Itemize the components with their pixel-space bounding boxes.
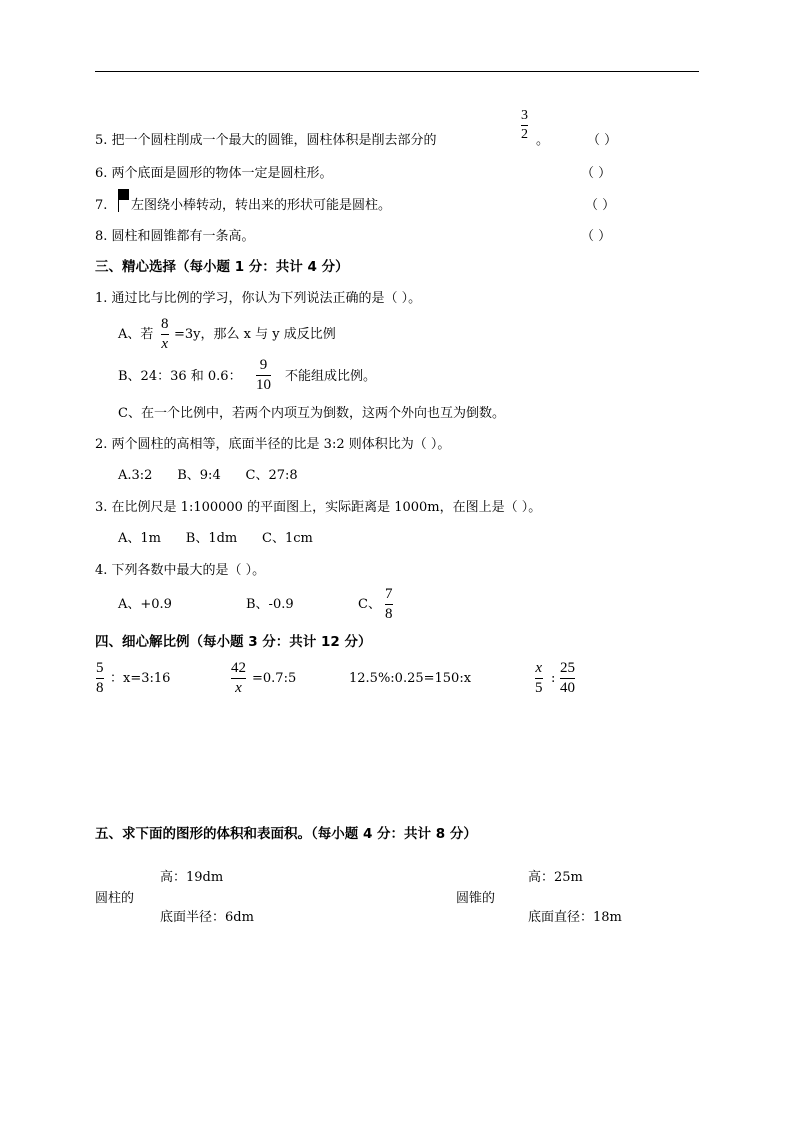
frac-den: x	[161, 336, 169, 352]
fraction-bar	[535, 678, 543, 679]
s4-p2-post: =0.7:5	[252, 671, 297, 686]
frac-den: x	[235, 680, 242, 696]
q6-text: 6. 两个底面是圆形的物体一定是圆柱形。	[95, 166, 333, 181]
s3-q2-options: A.3:2 B、9:4 C、27:8	[118, 468, 298, 483]
s4-p1-post: ：x=3:16	[110, 671, 171, 686]
s3-q3-options: A、1m B、1dm C、1cm	[118, 531, 313, 546]
cylinder-height: 高：19dm	[160, 870, 224, 885]
frac-num: 7	[385, 586, 393, 602]
frac-den: 5	[535, 680, 543, 696]
frac-num: 25	[560, 660, 575, 676]
q5-text: 5. 把一个圆柱削成一个最大的圆锥，圆柱体积是削去部分的	[95, 133, 437, 148]
fraction-bar	[560, 678, 575, 679]
frac-num: 8	[161, 316, 169, 332]
section3-title: 三、精心选择（每小题 1 分：共计 4 分）	[95, 259, 349, 275]
q5-period: 。	[536, 133, 550, 148]
frac-den: 40	[560, 680, 575, 696]
fraction-bar	[385, 604, 393, 605]
q8-text: 8. 圆柱和圆锥都有一条高。	[95, 229, 255, 244]
s3-q4-stem: 4. 下列各数中最大的是（ ）。	[95, 563, 266, 578]
cylinder-label: 圆柱的	[95, 891, 135, 906]
s3-q3-stem: 3. 在比例尺是 1:100000 的平面图上，实际距离是 1000m，在图上是（ ）。	[95, 500, 542, 515]
fraction-bar	[521, 125, 528, 126]
cone-label: 圆锥的	[456, 891, 496, 906]
section4-title: 四、细心解比例（每小题 3 分：共计 12 分）	[95, 634, 372, 650]
q7-answer-paren[interactable]: （ ）	[585, 198, 616, 213]
s3-q4-option-b: B、-0.9	[246, 597, 294, 612]
s3-q4-option-a: A、+0.9	[118, 597, 172, 612]
s4-p1-fraction	[96, 660, 104, 697]
s3-q1-c: C、在一个比例中，若两个内项互为倒数，这两个外向也互为倒数。	[118, 406, 505, 421]
fraction-bar	[161, 334, 169, 335]
section5-title: 五、求下面的图形的体积和表面积。（每小题 4 分：共计 8 分）	[95, 826, 477, 842]
s4-p3: 12.5%:0.25=150:x	[349, 671, 472, 686]
flag-figure-icon	[118, 189, 129, 200]
q5-answer-paren[interactable]: （ ）	[587, 133, 618, 148]
frac-den: 8	[96, 680, 104, 696]
frac-num: 42	[231, 660, 246, 676]
s4-p4-fraction-2	[560, 660, 575, 697]
cone-diameter: 底面直径：18m	[528, 910, 622, 925]
s4-p4-colon: :	[551, 671, 556, 686]
s3-q1-a-pre: A、若	[118, 327, 154, 342]
fraction-bar	[231, 678, 246, 679]
fraction-bar	[96, 678, 104, 679]
fraction-bar	[256, 375, 271, 376]
q6-answer-paren[interactable]: （ ）	[581, 166, 612, 181]
s3-q1-stem: 1. 通过比与比例的学习，你认为下列说法正确的是（ ）。	[95, 291, 422, 306]
s3-q1-b-post: 不能组成比例。	[285, 369, 377, 384]
stick-icon	[118, 200, 119, 212]
s3-q1-a-fraction	[161, 316, 169, 353]
frac-den: 10	[256, 377, 271, 393]
s3-q1-b-fraction	[256, 357, 271, 394]
frac-num: 5	[96, 660, 104, 676]
s3-q4-option-c-pre: C、	[358, 597, 381, 612]
frac-num: x	[535, 660, 543, 676]
s3-q1-b-pre: B、24：36 和 0.6：	[118, 369, 242, 384]
q5-frac-den: 2	[521, 127, 528, 142]
q5-fraction	[521, 108, 528, 143]
s3-q4-option-c-fraction	[385, 586, 393, 623]
s4-p2-fraction	[231, 660, 246, 697]
cone-height: 高：25m	[528, 870, 583, 885]
frac-den: 8	[385, 606, 393, 622]
frac-num: 9	[259, 357, 268, 373]
q5-frac-num: 3	[521, 108, 528, 123]
q7-number: 7.	[95, 198, 108, 213]
q8-answer-paren[interactable]: （ ）	[581, 229, 612, 244]
q7-text: 左图绕小棒转动，转出来的形状可能是圆柱。	[131, 198, 392, 213]
s4-p4-fraction-1	[535, 660, 543, 697]
header-rule	[95, 71, 699, 72]
s3-q2-stem: 2. 两个圆柱的高相等，底面半径的比是 3:2 则体积比为（ ）。	[95, 437, 451, 452]
cylinder-radius: 底面半径：6dm	[160, 910, 254, 925]
s3-q1-a-post: =3y，那么 x 与 y 成反比例	[174, 327, 336, 342]
